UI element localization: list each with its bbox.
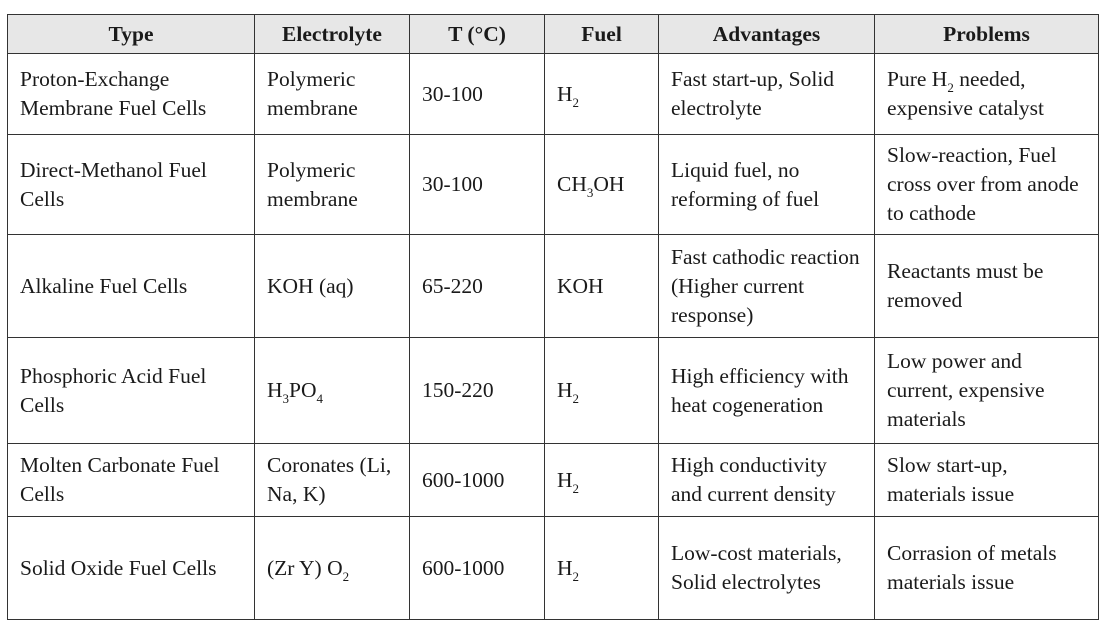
header-advantages: Advantages — [659, 15, 875, 54]
type-cell: Alkaline Fuel Cells — [8, 235, 255, 338]
problems-cell: Slow start-up, materials issue — [875, 444, 1099, 517]
fuel-cell: $H_2$ — [545, 338, 659, 444]
fuel-cell: $H_2$ — [545, 517, 659, 620]
advantages-cell: Fast cathodic reaction (Higher current response) — [659, 235, 875, 338]
type-cell: Molten Carbonate Fuel Cells — [8, 444, 255, 517]
electrolyte-cell: Polymeric membrane — [255, 135, 410, 235]
table-row — [8, 54, 1099, 135]
problems-cell: Pure $H_2$ needed, expensive catalyst — [875, 54, 1099, 135]
temperature-cell: 600-1000 — [410, 517, 545, 620]
header-type: Type — [8, 15, 255, 54]
header-row — [8, 15, 1099, 54]
problems-cell: Slow-reaction, Fuel cross over from anode to cathode — [875, 135, 1099, 235]
table-row — [8, 444, 1099, 517]
electrolyte-cell: $H_3PO_4$ — [255, 338, 410, 444]
fuel-cell: $H_2$ — [545, 444, 659, 517]
problems-cell: Reactants must be removed — [875, 235, 1099, 338]
electrolyte-cell: Coronates (Li, Na, K) — [255, 444, 410, 517]
problems-cell: Corrasion of metals materials issue — [875, 517, 1099, 620]
table-row — [8, 338, 1099, 444]
problems-cell: Low power and current, expensive materials — [875, 338, 1099, 444]
table-row — [8, 235, 1099, 338]
table-row — [8, 135, 1099, 235]
table-row — [8, 517, 1099, 620]
electrolyte-cell: (Zr Y) $O_2$ — [255, 517, 410, 620]
fuel-cell-comparison-table — [7, 14, 1099, 620]
temperature-cell: 600-1000 — [410, 444, 545, 517]
fuel-cell: $H_2$ — [545, 54, 659, 135]
temperature-cell: 30-100 — [410, 135, 545, 235]
type-cell: Direct-Methanol Fuel Cells — [8, 135, 255, 235]
fuel-cell: $CH_3OH$ — [545, 135, 659, 235]
type-cell: Proton-Exchange Membrane Fuel Cells — [8, 54, 255, 135]
electrolyte-cell: KOH (aq) — [255, 235, 410, 338]
temperature-cell: 65-220 — [410, 235, 545, 338]
header-problems: Problems — [875, 15, 1099, 54]
fuel-cell: KOH — [545, 235, 659, 338]
temperature-cell: 150-220 — [410, 338, 545, 444]
advantages-cell: High efficiency with heat cogeneration — [659, 338, 875, 444]
type-cell: Phosphoric Acid Fuel Cells — [8, 338, 255, 444]
electrolyte-cell: Polymeric membrane — [255, 54, 410, 135]
type-cell: Solid Oxide Fuel Cells — [8, 517, 255, 620]
header-temperature: T (°C) — [410, 15, 545, 54]
advantages-cell: Low-cost materials, Solid electrolytes — [659, 517, 875, 620]
advantages-cell: High conductivity and current density — [659, 444, 875, 517]
header-fuel: Fuel — [545, 15, 659, 54]
header-electrolyte: Electrolyte — [255, 15, 410, 54]
temperature-cell: 30-100 — [410, 54, 545, 135]
advantages-cell: Liquid fuel, no reforming of fuel — [659, 135, 875, 235]
advantages-cell: Fast start-up, Solid electrolyte — [659, 54, 875, 135]
